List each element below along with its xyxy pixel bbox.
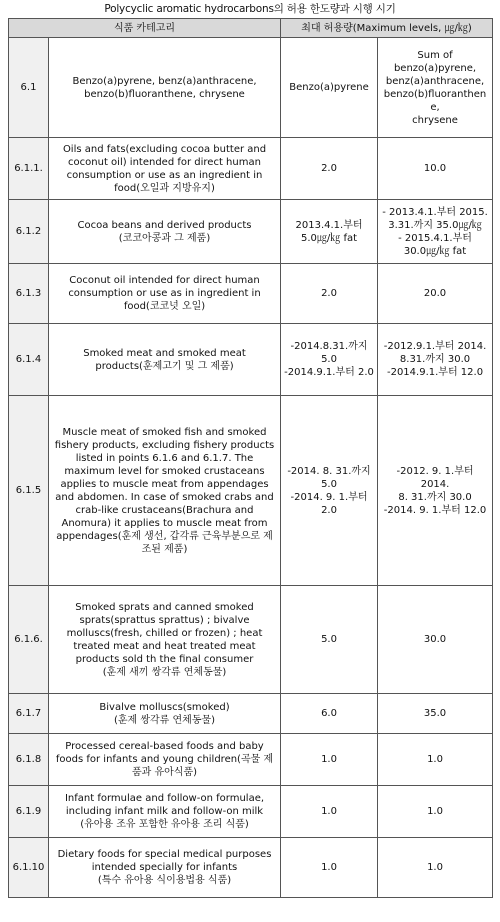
row-sum-pah-level: Sum of benzo(a)pyrene, benz(a)anthracene, benzo(b)fluoranthene, chrysene bbox=[378, 38, 493, 138]
row-code: 6.1.9 bbox=[9, 786, 49, 838]
table-row bbox=[9, 694, 493, 734]
table-row bbox=[9, 734, 493, 786]
row-food-category: Processed cereal-based foods and baby foods for infants and young children(곡물 제품과 유아식품) bbox=[49, 734, 281, 786]
row-sum-pah-level: 1.0 bbox=[378, 734, 493, 786]
row-food-category: Smoked meat and smoked meat products(훈제고기 및 그 제품) bbox=[49, 324, 281, 396]
row-benzo-a-pyrene-level: -2014. 8. 31.까지 5.0 -2014. 9. 1.부터 2.0 bbox=[281, 396, 378, 586]
row-code: 6.1.3 bbox=[9, 264, 49, 324]
row-code: 6.1.8 bbox=[9, 734, 49, 786]
row-food-category: Bivalve molluscs(smoked) (훈제 쌍각류 연체동물) bbox=[49, 694, 281, 734]
row-code: 6.1.5 bbox=[9, 396, 49, 586]
row-sum-pah-level: 10.0 bbox=[378, 138, 493, 200]
row-sum-pah-level: -2012. 9. 1.부터 2014. 8. 31.까지 30.0 -2014. 9. 1.부터 12.0 bbox=[378, 396, 493, 586]
row-benzo-a-pyrene-level: 1.0 bbox=[281, 838, 378, 898]
row-food-category: Cocoa beans and derived products (코코아콩과 그 제품) bbox=[49, 200, 281, 264]
table-row bbox=[9, 264, 493, 324]
table-row bbox=[9, 586, 493, 694]
row-benzo-a-pyrene-level: 6.0 bbox=[281, 694, 378, 734]
row-code: 6.1.2 bbox=[9, 200, 49, 264]
header-max-levels: 최대 허용량(Maximum levels, ㎍/㎏) bbox=[281, 19, 493, 38]
table-row bbox=[9, 786, 493, 838]
pah-limits-table bbox=[8, 18, 493, 898]
row-code: 6.1 bbox=[9, 38, 49, 138]
header-row bbox=[9, 19, 493, 38]
row-food-category: Oils and fats(excluding cocoa butter and coconut oil) intended for direct human consumption or use as an ingredient in food(오일과 지방유지) bbox=[49, 138, 281, 200]
table-row bbox=[9, 138, 493, 200]
row-sum-pah-level: -2012.9.1.부터 2014. 8.31.까지 30.0 -2014.9.1.부터 12.0 bbox=[378, 324, 493, 396]
row-sum-pah-level: 20.0 bbox=[378, 264, 493, 324]
row-food-category: Infant formulae and follow-on formulae, including infant milk and follow-on milk (유아용 조유 포함한 유아용 조리 식품) bbox=[49, 786, 281, 838]
row-benzo-a-pyrene-level: -2014.8.31.까지 5.0 -2014.9.1.부터 2.0 bbox=[281, 324, 378, 396]
row-sum-pah-level: - 2013.4.1.부터 2015. 3.31.까지 35.0㎍/㎏ - 2015.4.1.부터 30.0㎍/㎏ fat bbox=[378, 200, 493, 264]
row-food-category: Muscle meat of smoked fish and smoked fishery products, excluding fishery products listed in points 6.1.6 and 6.1.7. The maximum level for smoked crustaceans applies to muscle meat from appendages and abdomen. In case of smoked crabs and crab-like crustaceans(Brachura and Anomura) it applies to muscle meat from appendages(훈제 생선, 갑각류 근육부분으로 제조된 제품) bbox=[49, 396, 281, 586]
row-benzo-a-pyrene-level: 2.0 bbox=[281, 138, 378, 200]
row-sum-pah-level: 1.0 bbox=[378, 838, 493, 898]
row-benzo-a-pyrene-level: 5.0 bbox=[281, 586, 378, 694]
row-food-category: Benzo(a)pyrene, benz(a)anthracene, benzo(b)fluoranthene, chrysene bbox=[49, 38, 281, 138]
table-row bbox=[9, 838, 493, 898]
row-benzo-a-pyrene-level: 1.0 bbox=[281, 786, 378, 838]
row-code: 6.1.7 bbox=[9, 694, 49, 734]
table-row bbox=[9, 396, 493, 586]
row-benzo-a-pyrene-level: 2013.4.1.부터 5.0㎍/㎏ fat bbox=[281, 200, 378, 264]
table-caption: Polycyclic aromatic hydrocarbons의 허용 한도량과 시행 시기 bbox=[104, 3, 396, 15]
row-sum-pah-level: 35.0 bbox=[378, 694, 493, 734]
row-code: 6.1.4 bbox=[9, 324, 49, 396]
table-row bbox=[9, 200, 493, 264]
row-food-category: Coconut oil intended for direct human consumption or use as in ingredient in food(코코넛 오일) bbox=[49, 264, 281, 324]
row-food-category: Smoked sprats and canned smoked sprats(sprattus sprattus) ; bivalve molluscs(fresh, chilled or frozen) ; heat treated meat and heat treated meat products sold th the final consumer (훈제 새끼 쌍각류 연체동물) bbox=[49, 586, 281, 694]
table-row bbox=[9, 38, 493, 138]
row-benzo-a-pyrene-level: 2.0 bbox=[281, 264, 378, 324]
table-row bbox=[9, 324, 493, 396]
row-benzo-a-pyrene-level: 1.0 bbox=[281, 734, 378, 786]
row-code: 6.1.1. bbox=[9, 138, 49, 200]
row-food-category: Dietary foods for special medical purposes intended specially for infants (특수 유아용 식이용법용 식품) bbox=[49, 838, 281, 898]
row-benzo-a-pyrene-level: Benzo(a)pyrene bbox=[281, 38, 378, 138]
header-category: 식품 카테고리 bbox=[9, 19, 281, 38]
row-sum-pah-level: 1.0 bbox=[378, 786, 493, 838]
row-sum-pah-level: 30.0 bbox=[378, 586, 493, 694]
row-code: 6.1.10 bbox=[9, 838, 49, 898]
row-code: 6.1.6. bbox=[9, 586, 49, 694]
